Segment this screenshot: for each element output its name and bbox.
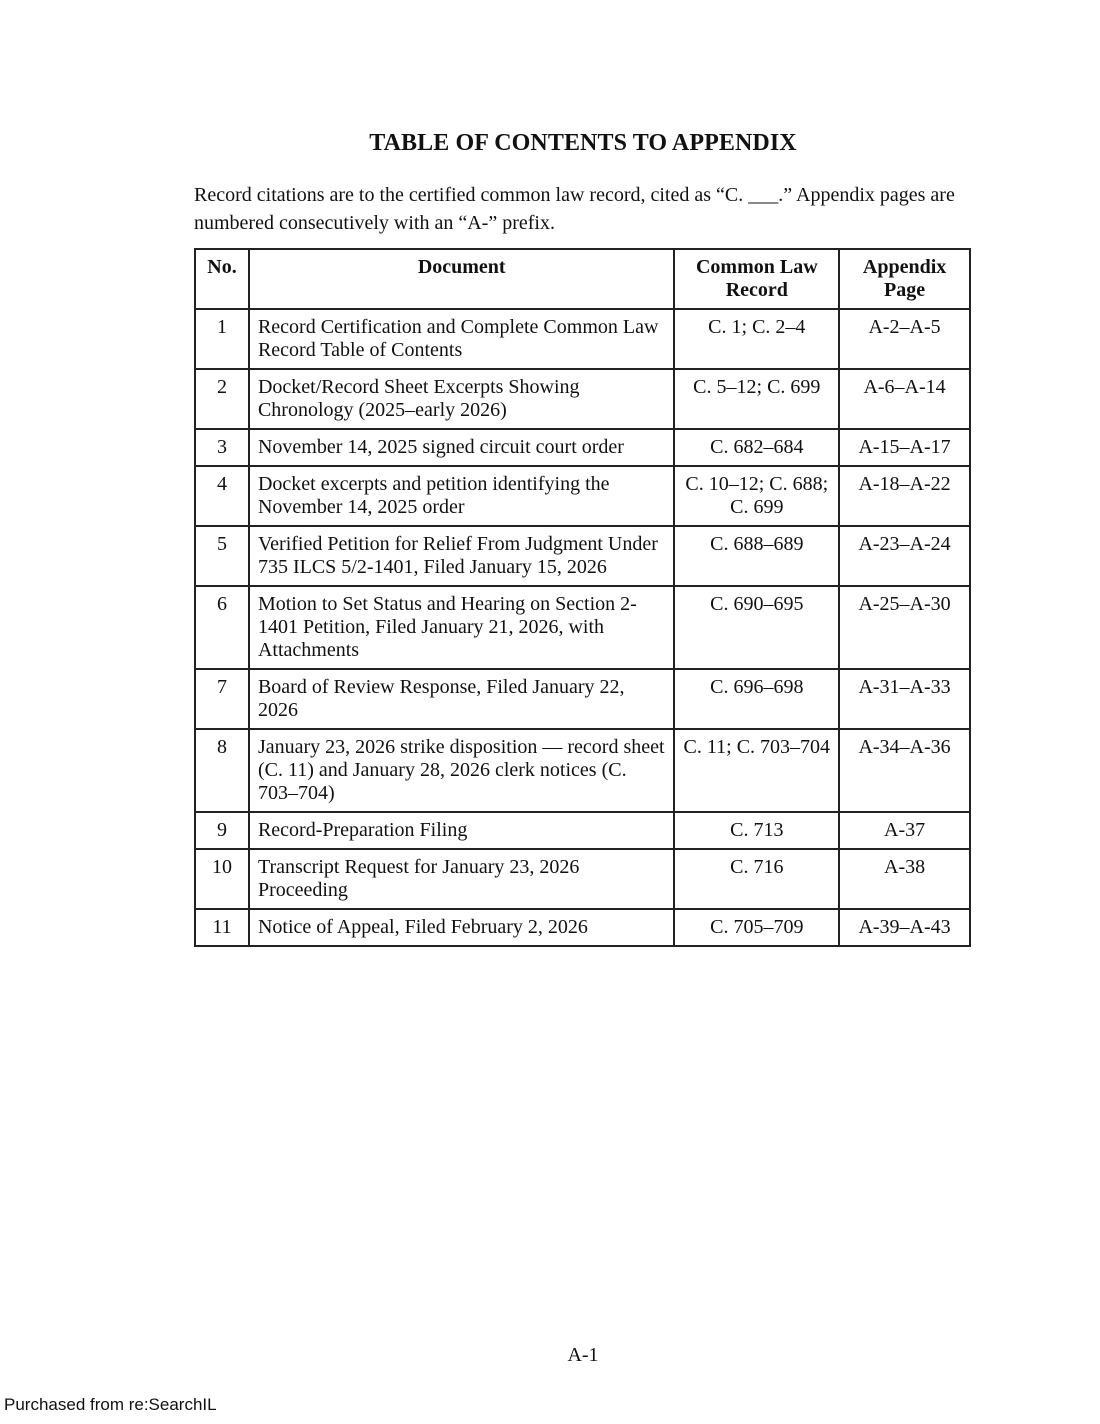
table-row bbox=[195, 309, 970, 369]
purchase-footer-note: Purchased from re:SearchIL bbox=[4, 1395, 217, 1414]
row-number: 7 bbox=[195, 669, 249, 729]
row-record: C. 5–12; C. 699 bbox=[674, 369, 839, 429]
row-record: C. 705–709 bbox=[674, 909, 839, 946]
row-document: Motion to Set Status and Hearing on Section 2-1401 Petition, Filed January 21, 2026, with Attachments bbox=[249, 586, 675, 669]
row-number: 3 bbox=[195, 429, 249, 466]
row-record: C. 716 bbox=[674, 849, 839, 909]
row-document: Board of Review Response, Filed January 22, 2026 bbox=[249, 669, 675, 729]
row-number: 1 bbox=[195, 309, 249, 369]
row-number: 10 bbox=[195, 849, 249, 909]
row-record: C. 11; C. 703–704 bbox=[674, 729, 839, 812]
table-header-row bbox=[195, 249, 970, 309]
page-number: A-1 bbox=[567, 1344, 599, 1366]
row-appendix-page: A-31–A-33 bbox=[839, 669, 970, 729]
row-appendix-page: A-39–A-43 bbox=[839, 909, 970, 946]
row-number: 5 bbox=[195, 526, 249, 586]
row-document: Notice of Appeal, Filed February 2, 2026 bbox=[249, 909, 675, 946]
table-row bbox=[195, 669, 970, 729]
row-appendix-page: A-15–A-17 bbox=[839, 429, 970, 466]
row-record: C. 1; C. 2–4 bbox=[674, 309, 839, 369]
row-appendix-page: A-25–A-30 bbox=[839, 586, 970, 669]
intro-paragraph: Record citations are to the certified common law record, cited as “C. ___.” Appendix pages are numbered consecutively with an “A-” prefix. bbox=[194, 184, 955, 234]
table-row bbox=[195, 729, 970, 812]
row-record: C. 713 bbox=[674, 812, 839, 849]
header-record: Common Law Record bbox=[674, 249, 839, 309]
row-document: Transcript Request for January 23, 2026 Proceeding bbox=[249, 849, 675, 909]
row-document: Record-Preparation Filing bbox=[249, 812, 675, 849]
row-appendix-page: A-38 bbox=[839, 849, 970, 909]
table-row bbox=[195, 812, 970, 849]
row-appendix-page: A-23–A-24 bbox=[839, 526, 970, 586]
row-number: 6 bbox=[195, 586, 249, 669]
row-document: Record Certification and Complete Common Law Record Table of Contents bbox=[249, 309, 675, 369]
table-row bbox=[195, 429, 970, 466]
row-record: C. 688–689 bbox=[674, 526, 839, 586]
header-appendix: Appendix Page bbox=[839, 249, 970, 309]
table-row bbox=[195, 526, 970, 586]
row-document: November 14, 2025 signed circuit court order bbox=[249, 429, 675, 466]
row-document: Docket excerpts and petition identifying the November 14, 2025 order bbox=[249, 466, 675, 526]
row-number: 4 bbox=[195, 466, 249, 526]
row-appendix-page: A-34–A-36 bbox=[839, 729, 970, 812]
header-no: No. bbox=[195, 249, 249, 309]
table-row bbox=[195, 369, 970, 429]
row-document: Docket/Record Sheet Excerpts Showing Chronology (2025–early 2026) bbox=[249, 369, 675, 429]
row-record: C. 10–12; C. 688; C. 699 bbox=[674, 466, 839, 526]
row-number: 9 bbox=[195, 812, 249, 849]
row-appendix-page: A-37 bbox=[839, 812, 970, 849]
row-number: 8 bbox=[195, 729, 249, 812]
row-record: C. 690–695 bbox=[674, 586, 839, 669]
row-document: January 23, 2026 strike disposition — record sheet (C. 11) and January 28, 2026 clerk notices (C. 703–704) bbox=[249, 729, 675, 812]
row-number: 2 bbox=[195, 369, 249, 429]
table-row bbox=[195, 466, 970, 526]
row-record: C. 682–684 bbox=[674, 429, 839, 466]
row-record: C. 696–698 bbox=[674, 669, 839, 729]
row-appendix-page: A-6–A-14 bbox=[839, 369, 970, 429]
table-row bbox=[195, 849, 970, 909]
row-document: Verified Petition for Relief From Judgment Under 735 ILCS 5/2-1401, Filed January 15, 2026 bbox=[249, 526, 675, 586]
appendix-table bbox=[194, 248, 971, 947]
table-row bbox=[195, 909, 970, 946]
row-number: 11 bbox=[195, 909, 249, 946]
page-title: TABLE OF CONTENTS TO APPENDIX bbox=[369, 130, 797, 156]
row-appendix-page: A-18–A-22 bbox=[839, 466, 970, 526]
header-document: Document bbox=[249, 249, 675, 309]
table-row bbox=[195, 586, 970, 669]
row-appendix-page: A-2–A-5 bbox=[839, 309, 970, 369]
